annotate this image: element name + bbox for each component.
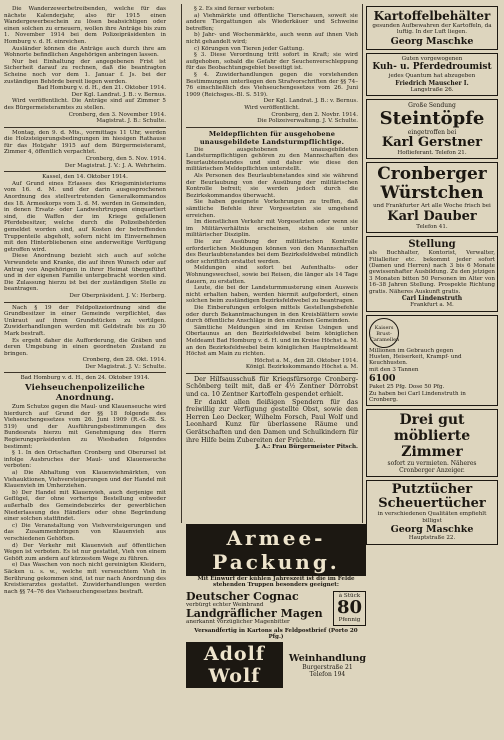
product-magen: Landgräflicher Magen [186, 607, 323, 621]
notice-paragraph: Als Personen des Beurlaubtenstandes sind sie während der Beurlaubung von der Ausübung der militärischen Kontrolle befreit; sie werden jedoch durch die Bezirkskommandos überwacht. [186, 173, 358, 199]
ad-duenger [366, 53, 498, 96]
ad-putztuecher [366, 480, 498, 544]
notice-paragraph: d) Der Verkehr mit Klauenvieh auf öffentlichen Wegen ist verboten. Es ist nur gestattet, Vieh von einem Gehöft zum andern auf kürzestem Wege zu führen. [4, 542, 166, 562]
notice-paragraph: Auf Grund eines Erlasses des Kriegsministeriums vom 16. d. M. und der darin ausgesprochenen Anordnung des stellvertretenden Generalkommandos des 18. Armeekorps vom 3. d. M. werden in Gemeinden, in denen Ersatz- oder Landwehrtruppen einquartiert sind, die Waffen der im Kriege gefallenen Pferdebesitzer, welche durch die Polizeibehörden gemeldet worden sind, auf Kosten der betreffenden Truppenteile abgeholt, sofern nicht im Einvernehmen mit den Hinterbliebenen eine anderweitige Verfügung getroffen wird. [4, 180, 166, 253]
notice-signature: Der Oberpräsident. J. V.: Herberg. [69, 292, 166, 299]
ad-stellung [366, 236, 498, 311]
ad-title: Stellung [408, 239, 456, 251]
notice-paragraph: b) Jahr- und Wochenmärkte, auch wenn auf ihnen Vieh nicht gehandelt wird; [186, 32, 358, 45]
ad-body: Millionen im Gebrauch gegen Husten, Heiserkeit, Krampf- und Keuchhusten. [369, 347, 462, 367]
notice-signature: Der Kgl. Landrat. J. B.: v. Bernus. [263, 98, 358, 105]
notice-paragraph: § 1. In den Ortschaften Cronberg und Oberursel ist infolge Ausbruches der Maul- und Klauenseuche verboten: [4, 450, 166, 470]
notice-date: Kassel, den 14. Oktober 1914. [42, 174, 128, 181]
notice-paragraph: Die Wanderzewerbetreibenden, welche für das nächste Kalenderjahr, also für 1915 einen Wandergewerbeschein zu lösen beabsichtigen oder einen solchen zu erneuern, wollen ihre Anträge bis zum 1. November 1914 bei dem Polizeipräsidenten in Homburg v. d. H. einreichen. [4, 6, 166, 45]
ad-title: Steintöpfe [379, 108, 485, 130]
separator-rule [4, 127, 166, 128]
notice-paragraph: Leute, die bei der Landsturmmusterung einen Ausweis nicht erhalten haben, werden hiermit aufgefordert, einen solchen beim zuständigen Bezirksfeldwebel zu beantragen. [186, 285, 358, 305]
notice-paragraph: c) Die Veranstaltung von Viehversteigerungen und das Zusammenbringen von Klauenvieh aus verschiedenen Gehöften. [4, 522, 166, 542]
column-2 [186, 6, 358, 451]
ad-advertiser: Carl Lindenstruth [401, 295, 463, 303]
ad-title: Cronberger [377, 164, 487, 185]
notice-paragraph: Die ausgehobenen unausgebildeten Landsturmpflichtigen gehören zu den Mannschaften des Beurlaubtenstandes und sind daher wie diese den militärischen Meldepflichten unterstellt. [186, 146, 358, 173]
notice-paragraph: Die Einberufungen erfolgen mittels Gestellungsbefehle oder durch Bekanntmachungen in den Kreisblättern sowie durch öffentliche Anschläge in den einzelnen Gemeinden. [186, 304, 358, 325]
separator-rule [4, 302, 166, 303]
notice-paragraph: c) Körungen von Tieren jeder Gattung. [194, 45, 304, 52]
notice-paragraph: Er dankt allen fleißigen Spendern für das freiwillig zur Verfügung gestellte Obst, sowie den Herren Leo Decker, Wilhelm Forsch, Paul Wolf und Leonhard Kunz für überlassene Räume und Gerätschaften und den Damen und Schulkindern für ihre Hilfe beim Zubereiten der Früchte. [186, 397, 358, 444]
ad-kartoffelbehaelter [366, 6, 498, 50]
ad-kaisers [366, 315, 498, 407]
ad-title: Putztücher [391, 482, 473, 498]
notice-signature: Cronberg, den 3. November 1914. [68, 111, 166, 118]
ad-wuerstchen [366, 162, 498, 233]
ad-shipping: Versandfertig in Kartons als Feldpostbrief (Porto 20 Pfg.) [194, 627, 358, 641]
notice-paragraph: a) Die Abhaltung von Klauenviehmärkten, von Viehauktionen, Viehversteigerungen und der Handel mit Klauenvieh im Umherziehen. [4, 470, 166, 490]
product-note: anerkannt vorzüglicher Magenbitter [186, 619, 290, 626]
ad-price: Paket 25 Pfg. Dose 50 Pfg. [369, 384, 445, 391]
price-label: à Stück [338, 592, 361, 599]
product-note: verbürgt echter Weinbrand [186, 601, 264, 608]
notice-paragraph: Im dienstlichen Verkehr mit Vorgesetzten oder wenn sie im Militärverhältnis erscheinen, stehen sie unter militärischer Disziplin. [186, 219, 358, 239]
column-divider [181, 4, 182, 523]
notice-signature: Der Kgl. Landrat. J. B.: v. Bernus. [71, 91, 166, 98]
ad-seller: Zu haben bei Carl Lindenstruth in Cronberg. [369, 390, 466, 403]
ad-advertiser: Friedrich Mauscher I. [395, 79, 469, 87]
notice-signature: Bad Homburg v. d. H., den 21. Oktober 1914. [37, 85, 166, 92]
ad-armee-packung [186, 524, 366, 688]
price-box [333, 591, 366, 626]
ad-body: jedes Quantum hat abzugeben [388, 73, 476, 80]
ad-title: Kuh- u. Pferdedroumist [372, 62, 492, 73]
price-value: 80 [336, 597, 362, 619]
notice-paragraph: Diese Anordnung bezieht sich auch auf solche Verwundete und Kranke, die auf ihren Wunsch oder auf Antrag von Angehörigen in ihrer Heimat übergeführt und in der eigenen Familie untergebracht worden sind. Die Zulassung hierzu ist bei der zuständigen Stelle zu beantragen. [4, 253, 166, 293]
separator-rule [186, 127, 358, 128]
ad-title: Kartoffelbehälter [373, 9, 491, 23]
ad-product-row [186, 591, 366, 626]
ad-body: in verschiedenen Qualitäten empfiehlt billigst [377, 511, 487, 524]
ad-count: 6100 [369, 373, 396, 385]
notice-paragraph: Nur bei Einhaltung der angegebenen Frist ist Sicherheit darauf zu rechnen, daß die beantragten Scheine noch vor dem 1. Januar f. Js. bei der zuständigen Behörde bereit liegen werden. [4, 58, 166, 85]
separator-rule [4, 372, 166, 373]
ad-phone: Telefon 194 [309, 670, 346, 678]
notice-paragraph: § 4. Zuwiderhandlungen gegen die vorstehenden Bestimmungen unterliegen den Strafvorschriften der §§ 74–76 einschließlich des Viehseuchengesetzes vom 26. Juni 1909 (Reichsges.-Bl. S. 519). [186, 71, 358, 98]
ad-address: Hoflieferant. Telefon 21. [397, 150, 467, 157]
notice-paragraph: Der Hilfsausschuß für Kriegsfürsorge Cronberg-Schönberg teilt mit, daß er 4½ Zentner Dörrobst und ca. 10 Zentner Kartoffeln gespendet erhielt. [186, 374, 358, 399]
ad-address: Frankfurt a. M. [410, 302, 454, 309]
section-heading: Viehseuchenpolizeiliche Anordnung. [25, 383, 145, 404]
ad-zimmer [366, 409, 498, 477]
ad-body: eingetroffen bei [407, 129, 457, 137]
notice-paragraph: Sämtliche Meldungen sind im Kreise Usingen und Obertaunus an den Bezirksfeldwebel beim königlichen Meldeamt Bad Homburg v. d. H. und im Kreise Höchst a. M. an den Bezirksfeldwebel beim königlichen Hauptmeldeamt Höchst am Main zu richten. [186, 324, 358, 358]
ad-advertiser: Karl Dauber [387, 208, 477, 224]
notice-paragraph: Meldungen sind sofort bei Aufenthalts- oder Wohnungswechsel, sowie bei Reisen, die länger als 14 Tage dauern, zu erstatten. [186, 265, 358, 285]
separator-rule [186, 373, 358, 374]
product-cognac: Deutscher Cognac [186, 589, 299, 603]
ad-body: Guten vorgewogenen [401, 55, 463, 62]
ad-body: gesunden Aufbewahren der Kartoffeln, da luftig. In der Luft liegen. [372, 23, 492, 36]
notice-signature: Der Magistrat. J. V.: Schulte. [85, 363, 166, 370]
notice-signature: Der Magistrat. J. V.: J. A. Wehrheim. [64, 162, 166, 169]
column-divider [362, 4, 363, 523]
ad-title: Drei gut möblierte Zimmer [393, 412, 471, 461]
ad-address: Hauptstraße 22. [408, 535, 456, 542]
notice-paragraph: e) Das Waschen von noch nicht gereinigten Kleidern, Säcken u. s. w., welche mit verseuchtem Vieh in Berührung gekommen sind, ist nur nach Anordnung des Kreistierarztes gestattet. Zuwiderhandlungen werden nach §§ 74–76 des Viehseuchengesetzes bestraft. [4, 562, 166, 595]
notice-signature: Höchst a. M., den 28. Oktober 1914. [254, 357, 358, 364]
notice-signature: Königl. Bezirkskommando Höchst a. M. [245, 364, 358, 371]
ad-address: Langstraße 26. [410, 86, 454, 93]
notice-date: Bad Homburg v. d. H., den 24. Oktober 1914. [20, 375, 150, 382]
notice-paragraph: Montag, den 9. d. Mts., vormittags 11 Uhr, werden die Holzsteigerungsbedingungen im hiesigen Rathause für das Holzjahr 1915 auf dem Bürgermeisteramt, Zimmer 4, öffentlich verpachtet. [4, 129, 166, 156]
ad-advertiser: Georg Maschke [390, 524, 474, 536]
notice-text: Wird veröffentlicht. [244, 104, 300, 111]
notice-signature: Cronberg, den 28. Okt. 1914. [82, 357, 166, 364]
column-1 [4, 6, 166, 595]
notice-paragraph: § 2. Es sind ferner verboten: [194, 6, 275, 12]
notice-signature: Die Polizeiverwaltung. J. V. Schulte. [257, 118, 358, 125]
ad-business: Weinhandlung [288, 652, 366, 664]
ad-advertiser: Georg Maschke [390, 35, 474, 47]
separator-rule [4, 171, 166, 172]
notice-paragraph: Es ergeht daher die Aufforderung, die Gräben und deren Umgebung in einen geordneten Zustand zu bringen. [4, 337, 166, 357]
notice-signature: Magistrat. J. B.: Schulte. [96, 118, 166, 125]
ad-title: Würstchen [380, 183, 484, 204]
price-unit: Pfennig [338, 617, 361, 624]
notice-paragraph: Ausländer können die Anträge auch durch ihre am Wohnorte befindlichen Angehörigen anbringen lassen. [4, 45, 166, 59]
notice-signature: J. A.: Frau Bürgermeister Pitsch. [255, 444, 358, 451]
ad-body: Große Sendung [408, 102, 456, 110]
notice-paragraph: Die zur Ausübung der militärischen Kontrolle erforderlichen Meldungen können von den Mannschaften des Beurlaubtenstandes bei dem Bezirksfeldwebel mündlich oder schriftlich erstattet werden. [186, 239, 358, 265]
notice-paragraph: § 3. Diese Verordnung tritt sofort in Kraft; sie wird aufgehoben, sobald die Gefahr der Seuchenverschleppung für das Beobachtungsgebiet beseitigt ist. [186, 52, 358, 72]
notice-paragraph: Wird veröffentlicht. Die Anträge sind auf Zimmer 5 des Bürgermeisteramtes zu stellen. [4, 98, 166, 111]
ad-advertiser: Adolf Wolf [186, 642, 283, 688]
ad-phone: Telefon 41. [416, 223, 448, 230]
notice-paragraph: b) Der Handel mit Klauenvieh, auch derjenige mit Geflügel, der ohne vorherige Bestellung entweder außerhalb des Gemeindebezirks der gewerblichen Niederlassung des Händlers oder ohne Begründung einer solchen stattfindet. [4, 489, 166, 523]
ad-body: sofort zu vermieten. Näheres Cronberger Anzeiger. [387, 460, 477, 475]
ad-subtitle: mit den 3 Tannen [369, 366, 419, 373]
ad-title: Scheuertücher [378, 496, 486, 512]
notice-signature: Cronberg, den 5. Nov. 1914. [85, 156, 166, 163]
column-3-ads [366, 6, 498, 548]
ad-steintoepfe [366, 99, 498, 159]
ad-title: Armee-Packung. [186, 524, 366, 576]
notice-paragraph: a) Viehmärkte und öffentliche Tierschauen, soweit sie andere Tiergattungen als Wiederkäuer und Schweine betreffen; [186, 12, 358, 32]
notice-signature: Cronberg, den 2. Novbr. 1914. [271, 111, 358, 118]
ad-address: Burgerstraße 21 [302, 663, 353, 671]
notice-paragraph: Zum Schutze gegen die Maul- und Klauenseuche wird hierdurch auf Grund der §§ 18 folgende des Viehseuchengesetzes vom 26. Juni 1909 (R.-G.-Bl. S. 519) und der Ausführungsbestimmungen des Bundesrats hierzu mit Genehmigung des Herrn Regierungspräsidenten zu Wiesbaden folgendes bestimmt: [4, 404, 166, 450]
ad-footer [186, 642, 366, 688]
ad-advertiser: Karl Gerstner [381, 135, 483, 151]
ad-body: und Frankfurter Art alle Woche frisch bei [373, 203, 491, 210]
ad-title: Kaisers Brust-Caramellen [369, 318, 399, 348]
section-heading: Meldepflichten für ausgehobene unausgebildete Landsturmpflichtige. [199, 129, 345, 146]
notice-paragraph: Sie haben geeignete Vorkehrungen zu treffen, daß sämtliche Befehle ihrer Vorgesetzten sie umgehend erreichen. [186, 199, 358, 219]
ad-subtitle: Mit Einwurf der kühlen Jahreszeit ist die im Felde stehenden Truppen besonders geeignet: [197, 576, 355, 589]
ad-body: als Buchhalter, Kontorist, Verwalter, Filialleiter etc. bekommt jeder sofort (Damen und Herren) nach 3 bis 6 Monate gewissenhafter Ausbildung. Zu den jetzigen 3 Monaten bitten 50 Personen im Alter von 16–38 Jahren Stellung. Prospekte Richtung gratis. Näheres Auskunft gratis. [369, 250, 495, 295]
notice-paragraph: Nach § 19 der Feldpolizeiordnung sind die Grundbesitzer in einer Gemeinde verpflichtet, das Unkraut auf ihren Grundstücken zu vertilgen. Zuwiderhandlungen werden mit Geldstrafe bis zu 30 Mark bestraft. [4, 304, 166, 337]
